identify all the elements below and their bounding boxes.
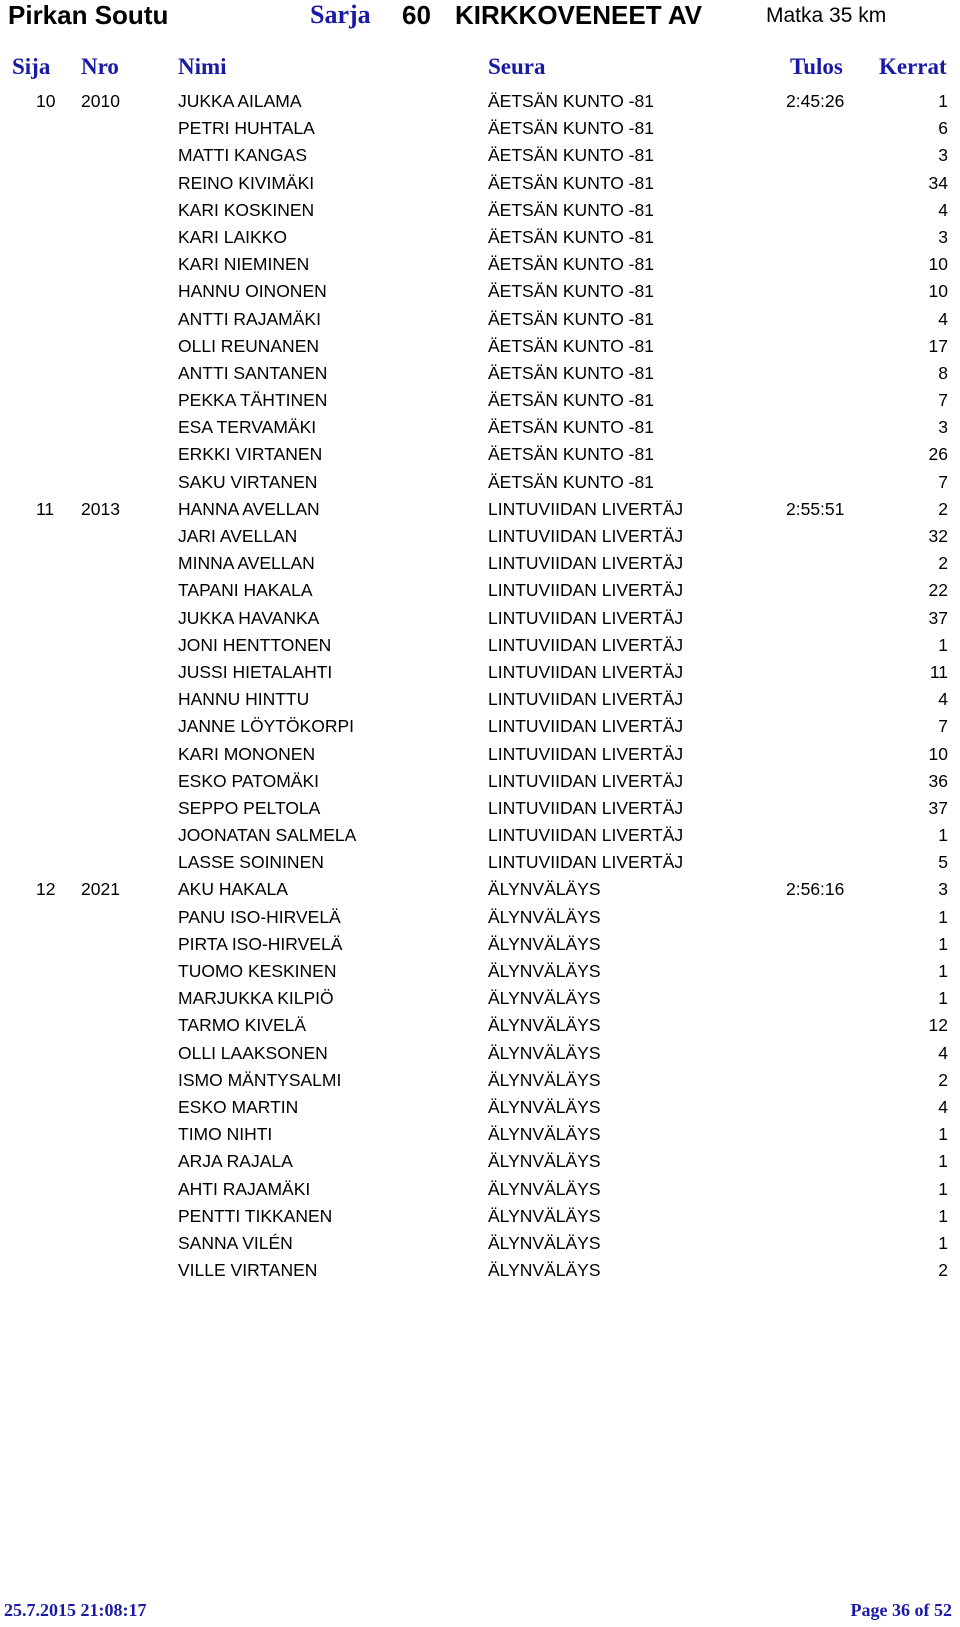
cell-seura: ÄLYNVÄLÄYS: [488, 988, 601, 1009]
table-row: [0, 985, 960, 1012]
cell-seura: LINTUVIIDAN LIVERTÄJ: [488, 852, 684, 873]
sarja-number: 60: [402, 0, 431, 30]
cell-seura: ÄLYNVÄLÄYS: [488, 1232, 601, 1253]
cell-nimi: JUSSI HIETALAHTI: [178, 661, 333, 682]
table-row: [0, 496, 960, 523]
cell-kerrat: 1: [938, 634, 948, 655]
table-row: [0, 931, 960, 958]
cell-seura: ÄETSÄN KUNTO -81: [488, 199, 654, 220]
table-row: [0, 577, 960, 604]
cell-nimi: SAKU VIRTANEN: [178, 471, 318, 492]
cell-seura: ÄETSÄN KUNTO -81: [488, 172, 654, 193]
cell-kerrat: 1: [938, 825, 948, 846]
cell-seura: ÄETSÄN KUNTO -81: [488, 118, 654, 139]
cell-nro: 2021: [81, 879, 120, 900]
cell-nimi: ISMO MÄNTYSALMI: [178, 1069, 342, 1090]
cell-nimi: PIRTA ISO-HIRVELÄ: [178, 933, 343, 954]
table-row: [0, 88, 960, 115]
cell-tulos: 2:56:16: [786, 879, 845, 900]
cell-kerrat: 4: [938, 1042, 948, 1063]
cell-nimi: AKU HAKALA: [178, 879, 288, 900]
table-row: [0, 550, 960, 577]
cell-seura: ÄLYNVÄLÄYS: [488, 1260, 601, 1281]
cell-nimi: TARMO KIVELÄ: [178, 1015, 307, 1036]
table-row: [0, 1094, 960, 1121]
cell-seura: ÄETSÄN KUNTO -81: [488, 308, 654, 329]
cell-seura: ÄLYNVÄLÄYS: [488, 1178, 601, 1199]
cell-seura: ÄLYNVÄLÄYS: [488, 1124, 601, 1145]
cell-kerrat: 12: [928, 1015, 948, 1036]
cell-kerrat: 8: [938, 362, 948, 383]
cell-kerrat: 11: [929, 661, 948, 682]
cell-seura: LINTUVIIDAN LIVERTÄJ: [488, 689, 684, 710]
cell-seura: LINTUVIIDAN LIVERTÄJ: [488, 797, 684, 818]
cell-kerrat: 26: [928, 444, 948, 465]
cell-kerrat: 6: [938, 118, 948, 139]
table-row: [0, 876, 960, 903]
table-row: [0, 904, 960, 931]
cell-seura: ÄETSÄN KUNTO -81: [488, 254, 654, 275]
table-row: [0, 1067, 960, 1094]
cell-kerrat: 4: [938, 199, 948, 220]
table-row: [0, 768, 960, 795]
cell-nimi: JUKKA HAVANKA: [178, 607, 320, 628]
cell-kerrat: 1: [938, 933, 948, 954]
column-header-tulos: Tulos: [790, 54, 843, 79]
table-row: [0, 170, 960, 197]
cell-nimi: ANTTI RAJAMÄKI: [178, 308, 321, 329]
cell-nimi: OLLI LAAKSONEN: [178, 1042, 328, 1063]
cell-nimi: JANNE LÖYTÖKORPI: [178, 716, 355, 737]
table-row: [0, 1203, 960, 1230]
cell-seura: ÄLYNVÄLÄYS: [488, 1069, 601, 1090]
table-row: [0, 1121, 960, 1148]
cell-nimi: PEKKA TÄHTINEN: [178, 390, 328, 411]
table-row: [0, 958, 960, 985]
cell-nimi: TIMO NIHTI: [178, 1124, 273, 1145]
cell-nimi: AHTI RAJAMÄKI: [178, 1178, 311, 1199]
cell-nimi: JARI AVELLAN: [178, 526, 298, 546]
cell-nimi: KARI NIEMINEN: [178, 254, 310, 275]
cell-seura: LINTUVIIDAN LIVERTÄJ: [488, 716, 684, 737]
cell-sija: 10: [36, 91, 56, 111]
cell-kerrat: 1: [938, 906, 948, 927]
table-row: [0, 414, 960, 441]
table-row: [0, 795, 960, 822]
cell-seura: ÄLYNVÄLÄYS: [488, 1096, 601, 1117]
cell-seura: ÄLYNVÄLÄYS: [488, 1205, 601, 1226]
cell-seura: LINTUVIIDAN LIVERTÄJ: [488, 661, 684, 682]
table-row: [0, 197, 960, 224]
cell-nimi: LASSE SOININEN: [178, 852, 324, 873]
cell-kerrat: 10: [928, 281, 948, 302]
cell-seura: ÄLYNVÄLÄYS: [488, 1042, 601, 1063]
table-row: [0, 741, 960, 768]
column-header-nimi: Nimi: [178, 54, 227, 79]
cell-nimi: PETRI HUHTALA: [178, 118, 315, 139]
cell-kerrat: 3: [938, 226, 948, 247]
page-number: Page 36 of 52: [850, 1600, 952, 1620]
cell-nimi: KARI LAIKKO: [178, 226, 287, 247]
cell-kerrat: 7: [938, 390, 948, 411]
results-table: [0, 88, 960, 1284]
table-row: [0, 306, 960, 333]
cell-seura: ÄETSÄN KUNTO -81: [488, 226, 654, 247]
cell-nimi: HANNU HINTTU: [178, 689, 310, 710]
cell-nimi: SANNA VILÉN: [178, 1232, 293, 1253]
cell-kerrat: 4: [938, 308, 948, 329]
cell-kerrat: 32: [928, 526, 948, 546]
cell-seura: ÄLYNVÄLÄYS: [488, 933, 601, 954]
table-row: [0, 1257, 960, 1284]
table-row: [0, 469, 960, 496]
cell-seura: LINTUVIIDAN LIVERTÄJ: [488, 607, 684, 628]
report-header: [0, 0, 960, 30]
cell-seura: ÄLYNVÄLÄYS: [488, 1015, 601, 1036]
cell-seura: ÄETSÄN KUNTO -81: [488, 362, 654, 383]
cell-kerrat: 1: [938, 988, 948, 1009]
cell-nimi: ESKO MARTIN: [178, 1096, 299, 1117]
cell-nimi: ESKO PATOMÄKI: [178, 770, 320, 791]
cell-nimi: ERKKI VIRTANEN: [178, 444, 323, 465]
cell-kerrat: 36: [928, 770, 948, 791]
table-row: [0, 1176, 960, 1203]
table-row: [0, 822, 960, 849]
table-row: [0, 387, 960, 414]
cell-kerrat: 10: [928, 743, 948, 764]
cell-sija: 12: [36, 879, 56, 900]
cell-kerrat: 37: [928, 607, 948, 628]
cell-kerrat: 7: [938, 471, 948, 492]
sarja-label: Sarja: [310, 0, 371, 29]
cell-nimi: TAPANI HAKALA: [178, 580, 313, 601]
cell-nimi: JUKKA AILAMA: [178, 91, 302, 111]
cell-nimi: KARI MONONEN: [178, 743, 316, 764]
report-footer: [0, 1595, 960, 1625]
cell-seura: LINTUVIIDAN LIVERTÄJ: [488, 553, 684, 574]
cell-nimi: ANTTI SANTANEN: [178, 362, 328, 383]
table-row: [0, 1040, 960, 1067]
cell-kerrat: 1: [938, 1178, 948, 1199]
table-row: [0, 278, 960, 305]
table-row: [0, 142, 960, 169]
cell-nimi: SEPPO PELTOLA: [178, 797, 321, 818]
cell-kerrat: 1: [938, 1232, 948, 1253]
table-row: [0, 224, 960, 251]
cell-kerrat: 5: [938, 852, 948, 873]
cell-seura: LINTUVIIDAN LIVERTÄJ: [488, 634, 684, 655]
distance: Matka 35 km: [766, 4, 887, 27]
table-row: [0, 115, 960, 142]
cell-kerrat: 37: [928, 797, 948, 818]
cell-seura: ÄETSÄN KUNTO -81: [488, 444, 654, 465]
sarja-name: KIRKKOVENEET AV: [455, 0, 703, 30]
cell-kerrat: 4: [938, 1096, 948, 1117]
cell-nimi: REINO KIVIMÄKI: [178, 172, 315, 193]
cell-seura: ÄETSÄN KUNTO -81: [488, 281, 654, 302]
cell-nimi: OLLI REUNANEN: [178, 335, 320, 356]
table-row: [0, 441, 960, 468]
cell-kerrat: 1: [938, 1205, 948, 1226]
cell-kerrat: 7: [938, 716, 948, 737]
cell-nimi: PENTTI TIKKANEN: [178, 1205, 333, 1226]
print-timestamp: 25.7.2015 21:08:17: [4, 1600, 147, 1620]
cell-seura: ÄLYNVÄLÄYS: [488, 879, 601, 900]
cell-tulos: 2:55:51: [786, 498, 845, 519]
column-header-kerrat: Kerrat: [879, 54, 947, 79]
cell-seura: ÄLYNVÄLÄYS: [488, 906, 601, 927]
page-title: Pirkan Soutu: [8, 0, 169, 30]
cell-nimi: HANNU OINONEN: [178, 281, 327, 302]
cell-nimi: HANNA AVELLAN: [178, 498, 320, 519]
cell-kerrat: 1: [938, 1124, 948, 1145]
cell-nimi: JONI HENTTONEN: [178, 634, 332, 655]
cell-seura: LINTUVIIDAN LIVERTÄJ: [488, 526, 684, 546]
cell-nimi: ESA TERVAMÄKI: [178, 417, 317, 438]
cell-nimi: MARJUKKA KILPIÖ: [178, 988, 334, 1009]
cell-nimi: PANU ISO-HIRVELÄ: [178, 906, 341, 927]
cell-seura: LINTUVIIDAN LIVERTÄJ: [488, 770, 684, 791]
cell-kerrat: 1: [938, 1151, 948, 1172]
cell-nimi: TUOMO KESKINEN: [178, 961, 337, 981]
table-row: [0, 333, 960, 360]
cell-kerrat: 1: [938, 91, 948, 111]
cell-kerrat: 2: [938, 498, 948, 519]
cell-seura: ÄETSÄN KUNTO -81: [488, 91, 654, 111]
cell-nimi: KARI KOSKINEN: [178, 199, 315, 220]
cell-kerrat: 3: [938, 417, 948, 438]
column-header-seura: Seura: [488, 54, 546, 79]
cell-kerrat: 2: [938, 553, 948, 574]
cell-nimi: ARJA RAJALA: [178, 1151, 293, 1172]
cell-seura: ÄETSÄN KUNTO -81: [488, 145, 654, 166]
cell-seura: LINTUVIIDAN LIVERTÄJ: [488, 498, 684, 519]
table-row: [0, 713, 960, 740]
cell-kerrat: 10: [928, 254, 948, 275]
cell-seura: ÄLYNVÄLÄYS: [488, 1151, 601, 1172]
table-row: [0, 523, 960, 550]
table-row: [0, 605, 960, 632]
cell-kerrat: 4: [938, 689, 948, 710]
cell-nimi: MINNA AVELLAN: [178, 553, 315, 574]
cell-kerrat: 1: [938, 961, 948, 981]
cell-kerrat: 2: [938, 1069, 948, 1090]
cell-seura: ÄETSÄN KUNTO -81: [488, 471, 654, 492]
cell-nro: 2013: [81, 498, 120, 519]
cell-nimi: VILLE VIRTANEN: [178, 1260, 318, 1281]
cell-seura: ÄETSÄN KUNTO -81: [488, 417, 654, 438]
cell-seura: ÄETSÄN KUNTO -81: [488, 390, 654, 411]
table-row: [0, 360, 960, 387]
table-row: [0, 1230, 960, 1257]
cell-nimi: MATTI KANGAS: [178, 145, 307, 166]
cell-kerrat: 22: [928, 580, 948, 601]
cell-nro: 2010: [81, 91, 120, 111]
table-row: [0, 1148, 960, 1175]
cell-kerrat: 2: [938, 1260, 948, 1281]
table-row: [0, 632, 960, 659]
cell-seura: LINTUVIIDAN LIVERTÄJ: [488, 825, 684, 846]
table-row: [0, 849, 960, 876]
cell-seura: ÄLYNVÄLÄYS: [488, 961, 601, 981]
cell-kerrat: 17: [928, 335, 948, 356]
cell-kerrat: 3: [938, 145, 948, 166]
cell-tulos: 2:45:26: [786, 91, 845, 111]
table-row: [0, 659, 960, 686]
table-row: [0, 686, 960, 713]
cell-seura: LINTUVIIDAN LIVERTÄJ: [488, 580, 684, 601]
cell-sija: 11: [36, 498, 55, 519]
cell-seura: LINTUVIIDAN LIVERTÄJ: [488, 743, 684, 764]
column-headers: [0, 52, 960, 82]
column-header-nro: Nro: [81, 54, 119, 79]
table-row: [0, 251, 960, 278]
table-row: [0, 1012, 960, 1039]
column-header-sija: Sija: [12, 54, 51, 79]
cell-nimi: JOONATAN SALMELA: [178, 825, 357, 846]
cell-kerrat: 34: [928, 172, 948, 193]
cell-kerrat: 3: [938, 879, 948, 900]
cell-seura: ÄETSÄN KUNTO -81: [488, 335, 654, 356]
